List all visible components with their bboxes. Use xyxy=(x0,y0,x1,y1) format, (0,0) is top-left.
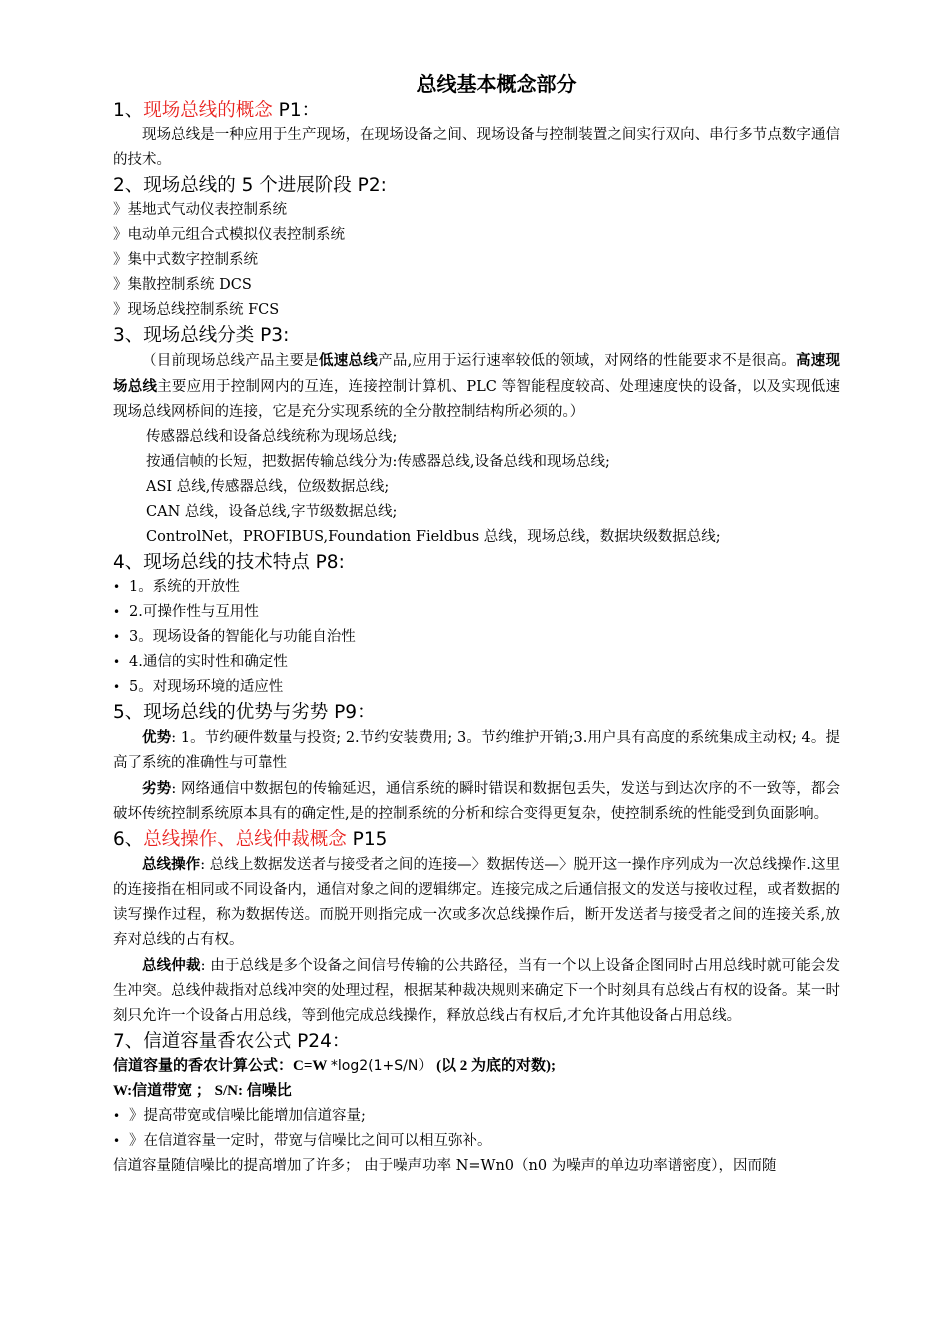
text-run: : 总线上数据发送者与接受者之间的连接—〉数据传送—〉脱开这一操作序列成为一次总线操作.这里的连接指在相同或不同设备内，通信对象之间的逻辑绑定。连接完成之后通信报文的发送与接收过程，或者数据的读写操作过程，称为数据传送。而脱开则指完成一次或多次总线操作后，断开发送者与接受者之间的连接关系,放弃对总线的占有权。 xyxy=(113,857,840,948)
bold-term: 劣势 xyxy=(142,780,172,797)
section-number: 6、 xyxy=(113,829,144,850)
list-item xyxy=(113,625,840,650)
text-run: （目前现场总线产品主要是 xyxy=(142,353,320,369)
document-title: 总线基本概念部分 xyxy=(416,72,577,96)
bullet-icon: • xyxy=(113,580,121,594)
text-run: : 由于总线是多个设备之间信号传输的公共路径，当有一个以上设备企图同时占用总线时就可能会发生冲突。总线仲裁指对总线冲突的处理过程，根据某种裁决规则来确定下一个时刻具有总线占有权的设备。某一时刻只允许一个设备占用总线，等到他完成总线操作，释放总线占有权后,才允许其他设备占用总线。 xyxy=(113,958,841,1024)
section-3-heading: 3、现场总线分类 P3: xyxy=(113,325,290,346)
stage-item: 》电动单元组合式模拟仪表控制系统 xyxy=(113,227,345,243)
section-1-heading xyxy=(113,98,840,123)
bus-arbitration-paragraph xyxy=(113,953,840,1029)
stage-item: 》集中式数字控制系统 xyxy=(113,252,258,268)
stage-item: 》集散控制系统 DCS xyxy=(113,277,252,293)
page-ref: P1： xyxy=(272,100,321,121)
text-run: 信道容量的香农计算公式：C=W xyxy=(113,1058,331,1074)
classification-line: ASI 总线,传感器总线，位级数据总线; xyxy=(146,479,390,495)
section-title: 现场总线的概念 xyxy=(143,100,273,121)
list-item-text: 》提高带宽或信噪比能增加信道容量; xyxy=(129,1108,366,1124)
list-item-text: 》在信道容量一定时，带宽与信噪比之间可以相互弥补。 xyxy=(129,1133,492,1149)
list-item xyxy=(113,675,840,700)
list-item-text: 3。现场设备的智能化与功能自治性 xyxy=(129,629,356,645)
bold-term: 优势 xyxy=(142,729,172,746)
bold-term: 高速现场总线 xyxy=(113,352,841,395)
text-run: : 网络通信中数据包的传输延迟，通信系统的瞬时错误和数据包丢失，发送与到达次序的不一致等，都会破坏传统控制系统原本具有的确定性,是的控制系统的分析和综合变得更复杂，使控制系统的性能受到负面影响。 xyxy=(113,781,841,822)
bullet-icon: • xyxy=(113,1109,121,1123)
section-5-heading: 5、现场总线的优势与劣势 P9： xyxy=(113,702,376,723)
section-1-text: 现场总线是一种应用于生产现场，在现场设备之间、现场设备与控制装置之间实行双向、串行多节点数字通信的技术。 xyxy=(113,127,840,168)
list-item xyxy=(113,600,840,625)
bold-term: 总线仲裁 xyxy=(142,957,201,974)
bold-term: 总线操作 xyxy=(142,856,201,873)
list-item xyxy=(113,650,840,675)
bullet-icon: • xyxy=(113,680,121,694)
stage-item: 》现场总线控制系统 FCS xyxy=(113,302,280,318)
text-run: 产品,应用于运行速率较低的领域，对网络的性能要求不是很高。 xyxy=(378,353,797,369)
classification-line: 传感器总线和设备总线统称为现场总线; xyxy=(146,429,398,445)
list-item xyxy=(113,575,840,600)
bullet-icon: • xyxy=(113,630,121,644)
section-7-heading: 7、信道容量香农公式 P24： xyxy=(113,1031,351,1052)
section-6-heading xyxy=(113,827,840,852)
list-item xyxy=(113,1104,840,1129)
disadvantages-paragraph xyxy=(113,776,840,827)
stage-item: 》基地式气动仪表控制系统 xyxy=(113,202,287,218)
bullet-icon: • xyxy=(113,1134,121,1148)
section-3-paragraph xyxy=(113,348,840,425)
list-item-text: 5。对现场环境的适应性 xyxy=(129,679,284,695)
bullet-icon: • xyxy=(113,605,121,619)
classification-line: CAN 总线，设备总线,字节级数据总线; xyxy=(146,504,398,520)
text-run: 主要应用于控制网内的互连，连接控制计算机、PLC 等智能程度较高、处理速度快的设备，以及实现低速现场总线网桥间的连接，它是充分实现系统的全分散控制结构所必须的。） xyxy=(113,379,840,420)
section-2-heading: 2、现场总线的 5 个进展阶段 P2: xyxy=(113,175,387,196)
formula-definitions: W:信道带宽 ； S/N: 信噪比 xyxy=(113,1083,292,1099)
list-item-text: 4.通信的实时性和确定性 xyxy=(129,654,288,670)
list-item-text: 2.可操作性与互用性 xyxy=(129,604,259,620)
document-page xyxy=(113,70,840,1179)
closing-paragraph: 信道容量随信噪比的提高增加了许多； 由于噪声功率 N=Wn0（n0 为噪声的单边功率谱密度），因而随 xyxy=(113,1158,777,1174)
classification-line: 按通信帧的长短，把数据传输总线分为:传感器总线,设备总线和现场总线; xyxy=(146,454,610,470)
section-4-heading: 4、现场总线的技术特点 P8: xyxy=(113,552,345,573)
bold-term: 低速总线 xyxy=(319,352,379,369)
bullet-icon: • xyxy=(113,655,121,669)
page-ref: P15 xyxy=(346,829,388,850)
advantages-paragraph xyxy=(113,725,840,776)
bus-operation-paragraph xyxy=(113,852,840,953)
section-title: 总线操作、总线仲裁概念 xyxy=(143,829,347,850)
classification-line: ControlNet，PROFIBUS,Foundation Fieldbus 总线，现场总线，数据块级数据总线; xyxy=(146,529,721,545)
list-item xyxy=(113,1129,840,1154)
text-run: *log2(1+S/N） xyxy=(330,1058,433,1074)
list-item-text: 1。系统的开放性 xyxy=(129,579,240,595)
text-run: : 1。节约硬件数量与投资; 2.节约安装费用; 3。节约维护开销;3.用户具有高度的系统集成主动权; 4。提高了系统的准确性与可靠性 xyxy=(113,730,840,771)
text-run: (以 2 为底的对数); xyxy=(432,1058,557,1074)
section-number: 1、 xyxy=(113,100,144,121)
shannon-formula xyxy=(113,1054,840,1079)
